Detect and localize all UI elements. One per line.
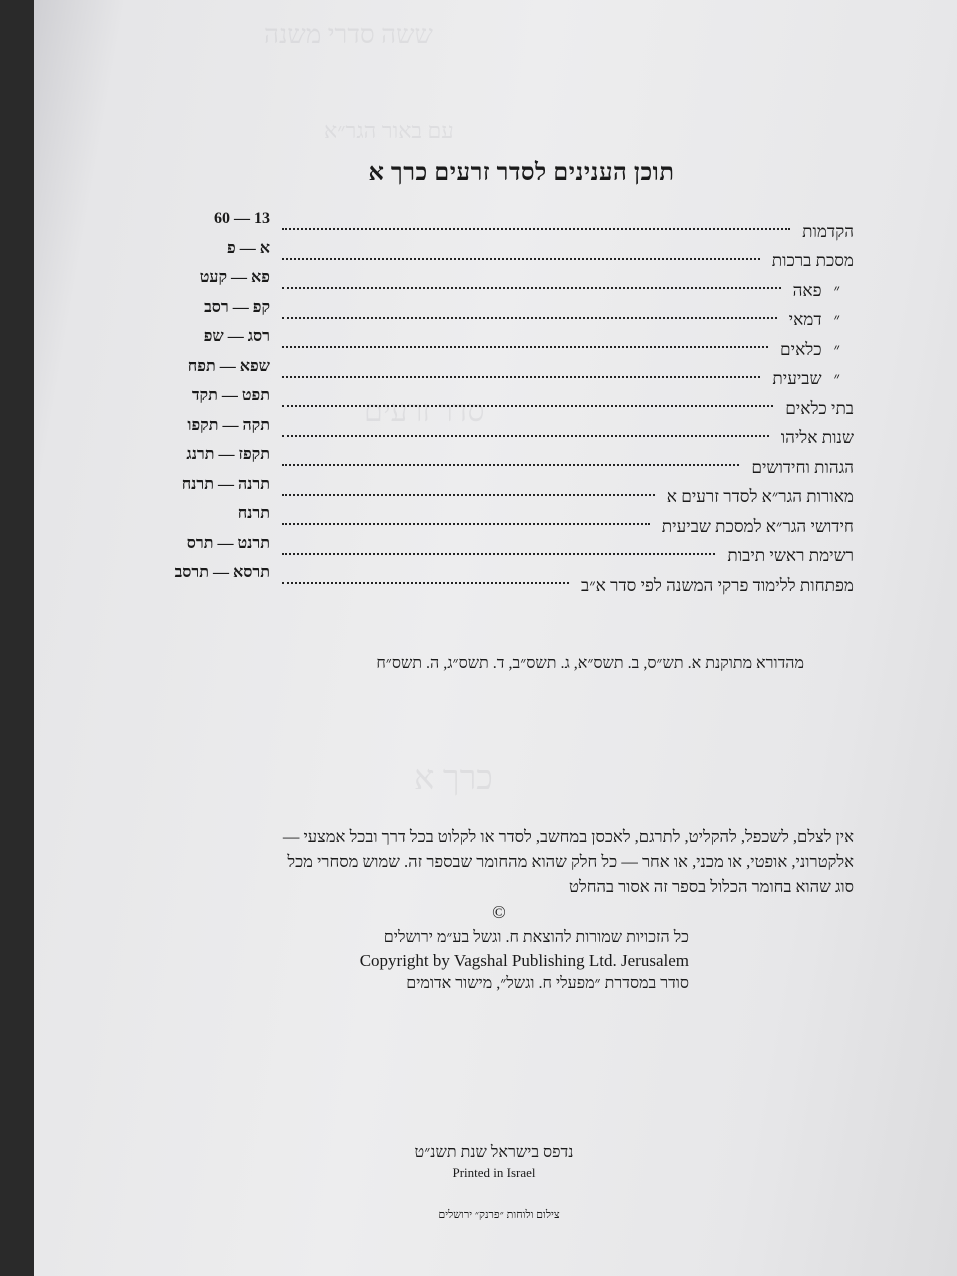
toc-entry-label: כלאים	[780, 339, 822, 359]
toc-row	[174, 271, 854, 301]
toc-entry-pages: תרנה — תרנח	[181, 475, 270, 493]
toc-row	[174, 416, 854, 449]
edition-history: מהדורא מתוקנת א. תש״ס, ב. תשס״א, ג. תשס״ב, ד. תשס״ג, ה. תשס״ח	[376, 655, 804, 672]
toc-entry-label: הקדמות	[802, 221, 854, 241]
toc-entry-name	[781, 399, 854, 419]
toc-row	[174, 448, 854, 478]
toc-entry-name	[798, 222, 854, 242]
toc-entry-label: הגהות וחידושים	[751, 457, 854, 477]
toc-entry-label: בתי כלאים	[785, 398, 854, 418]
rights-line: אין לצלם, לשכפל, להקליט, לתרגם, לאכסן במחשב, לסדר או לקלוט בכל דרך ובכל אמצעי —	[282, 827, 854, 846]
dot-leader	[282, 366, 760, 378]
table-of-contents	[174, 212, 854, 596]
toc-entry-label: חידושי הגר״א למסכת שביעית	[661, 516, 854, 536]
rights-reserved: כל הזכויות שמורות להוצאת ח. וגשל בע״מ ירושלים	[383, 929, 689, 946]
dot-leader	[282, 336, 768, 348]
dot-leader	[282, 572, 569, 584]
printed-english: Printed in Israel	[452, 1165, 536, 1180]
rights-notice	[154, 824, 854, 899]
toc-entry-pages: תקפז — תרנג	[186, 446, 270, 463]
dot-leader	[282, 277, 781, 289]
photo-credit: צילום ולוחות ״פרנק״ ירושלים	[438, 1209, 560, 1221]
copyright-english: Copyright by Vagshal Publishing Ltd. Jerusalem	[359, 951, 689, 970]
toc-row	[174, 239, 854, 272]
page-title: תוכן הענינים לסדר זרעים כרך א	[368, 160, 675, 186]
ditto-mark: ״	[833, 369, 840, 388]
toc-entry-pages: תקה — תקפו	[187, 416, 270, 434]
toc-row	[174, 298, 854, 331]
toc-entry-name	[663, 487, 854, 507]
copyright-symbol: ©	[492, 902, 506, 922]
dot-leader	[282, 484, 655, 496]
toc-entry-name	[777, 428, 854, 448]
toc-entry-label: מאורות הגר״א לסדר זרעים א	[666, 487, 854, 506]
toc-entry-label: רשימת ראשי תיבות	[727, 546, 854, 565]
toc-entry-name	[785, 310, 854, 330]
printed-in	[364, 1143, 624, 1183]
toc-entry-pages: 13 — 60	[214, 210, 270, 227]
toc-entry-label: מפתחות ללימוד פרקי המשנה לפי סדר א״ב	[581, 575, 854, 595]
dot-leader	[282, 513, 650, 525]
rights-line: אלקטרוני, אופטי, או מכני, או אחר — כל חלק שהוא מהחומר שבספר זה. שמוש מסחרי מכל	[287, 852, 854, 871]
toc-entry-pages: תרנח	[237, 505, 270, 522]
dot-leader	[282, 307, 777, 319]
toc-entry-name	[768, 369, 854, 389]
toc-row	[174, 534, 854, 567]
ditto-mark: ״	[833, 339, 840, 359]
show-through-text: ששה סדרי משנה	[264, 20, 433, 49]
toc-entry-label: מסכת ברכות	[771, 251, 854, 270]
ditto-mark: ״	[833, 280, 840, 300]
toc-row	[174, 507, 854, 537]
dot-leader	[282, 395, 773, 407]
dot-leader	[282, 248, 760, 260]
toc-entry-label: שנות אליהו	[780, 428, 854, 447]
toc-entry-pages: פא — קעט	[199, 269, 270, 286]
toc-entry-label: פאה	[792, 280, 822, 300]
toc-entry-name	[577, 576, 854, 596]
toc-row	[174, 330, 854, 360]
printed-hebrew: נדפס בישראל שנת תשנ״ט	[414, 1144, 574, 1161]
ditto-mark: ״	[833, 310, 840, 329]
copyright-block	[294, 926, 689, 995]
dot-leader	[282, 543, 715, 555]
book-page	[34, 0, 957, 1276]
toc-entry-pages: קפ — רסב	[204, 298, 270, 316]
toc-row	[174, 389, 854, 419]
rights-line: סוג שהוא בחומר הכלול בספר זה אסור בהחלט	[569, 877, 854, 896]
toc-entry-label: שביעית	[772, 369, 822, 388]
toc-entry-name	[789, 281, 854, 301]
dot-leader	[282, 218, 790, 230]
toc-entry-label: דמאי	[788, 310, 822, 329]
toc-entry-pages: רסג — שפ	[203, 328, 270, 345]
toc-row	[174, 566, 854, 596]
toc-entry-name	[723, 546, 854, 566]
toc-entry-name	[747, 458, 854, 478]
toc-row	[174, 357, 854, 390]
toc-entry-pages: תרנט — תרס	[186, 534, 270, 552]
dot-leader	[282, 454, 739, 466]
show-through-text: כרך א	[414, 760, 493, 797]
dot-leader	[282, 425, 769, 437]
toc-entry-name	[768, 251, 854, 271]
show-through-text: סדר זרעים	[364, 395, 485, 428]
toc-entry-pages: שפא — תפח	[187, 357, 270, 375]
toc-row	[174, 475, 854, 508]
toc-entry-pages: תפט — תקד	[191, 387, 270, 404]
toc-entry-pages: א — פ	[227, 239, 270, 257]
typesetter-credit: סודר במסדרת ״מפעלי ח. וגשל״, מישור אדומים	[406, 975, 689, 992]
toc-row	[174, 212, 854, 242]
toc-entry-pages: תרסא — תרסב	[174, 564, 270, 581]
show-through-text: עם באור הגר״א	[324, 118, 454, 143]
toc-entry-name	[658, 517, 854, 537]
toc-entry-name	[776, 340, 854, 360]
